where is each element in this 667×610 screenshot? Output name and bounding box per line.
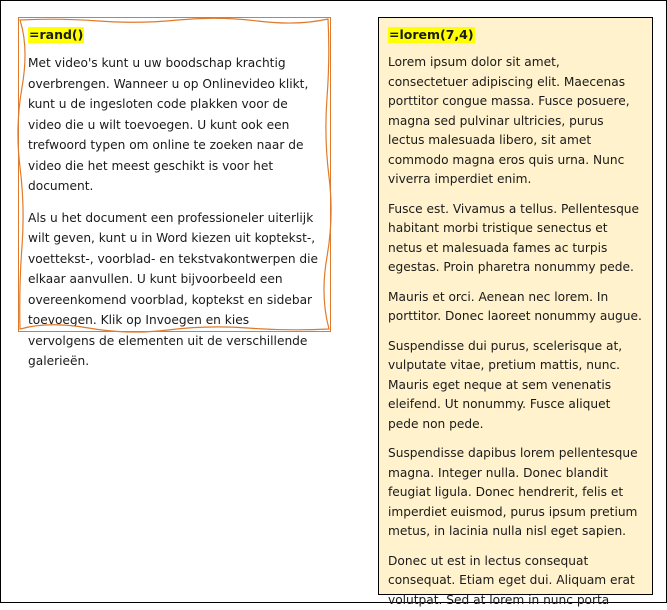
lorem-paragraph-2: Fusce est. Vivamus a tellus. Pellentesque habitant morbi tristique senectus et netus et malesuada fames ac turpis egestas. Proin pharetra nonummy pede. [388,200,642,278]
lorem-paragraph-1: Lorem ipsum dolor sit amet, consectetuer adipiscing elit. Maecenas porttitor congue massa. Fusce posuere, magna sed pulvinar ultricies, purus lectus malesuada libero, sit amet commodo magna eros quis urna. Nunc viverra imperdiet enim. [388,53,642,190]
lorem-paragraph-5: Suspendisse dapibus lorem pellentesque magna. Integer nulla. Donec blandit feugiat ligula. Donec hendrerit, felis et imperdiet euismod, purus ipsum pretium metus, in lacinia nulla nisl eget sapien. [388,444,642,542]
rand-paragraph-2: Als u het document een professioneler uiterlijk wilt geven, kunt u in Word kiezen uit koptekst-, voettekst-, voorblad- en tekstvakontwerpen die elkaar aanvullen. U kunt bijvoorbeeld een overeenkomend voorblad, koptekst en sidebar toevoegen. Klik op Invoegen en kies vervolgens de elementen uit de verschillende galerieën. [28,208,320,372]
lorem-paragraph-3: Mauris et orci. Aenean nec lorem. In porttitor. Donec laoreet nonummy augue. [388,288,642,327]
rand-paragraph-1: Met video's kunt u uw boodschap krachtig overbrengen. Wanneer u op Onlinevideo klikt, kunt u de ingesloten code plakken voor de video die u wilt toevoegen. U kunt ook een trefwoord typen om online te zoeken naar de video die het meest geschikt is voor het document. [28,53,320,197]
lorem-paragraph-6: Donec ut est in lectus consequat consequat. Etiam eget dui. Aliquam erat volutpat. Sed at lorem in nunc porta [388,552,642,610]
lorem-text-box[interactable] [378,17,653,595]
lorem-paragraph-4: Suspendisse dui purus, scelerisque at, vulputate vitae, pretium mattis, nunc. Mauris eget neque at sem venenatis eleifend. Ut nonummy. Fusce aliquet pede non pede. [388,337,642,435]
rand-text-box[interactable] [18,17,331,332]
lorem-formula: =lorem(7,4) [388,27,475,43]
rand-formula: =rand() [28,27,84,43]
